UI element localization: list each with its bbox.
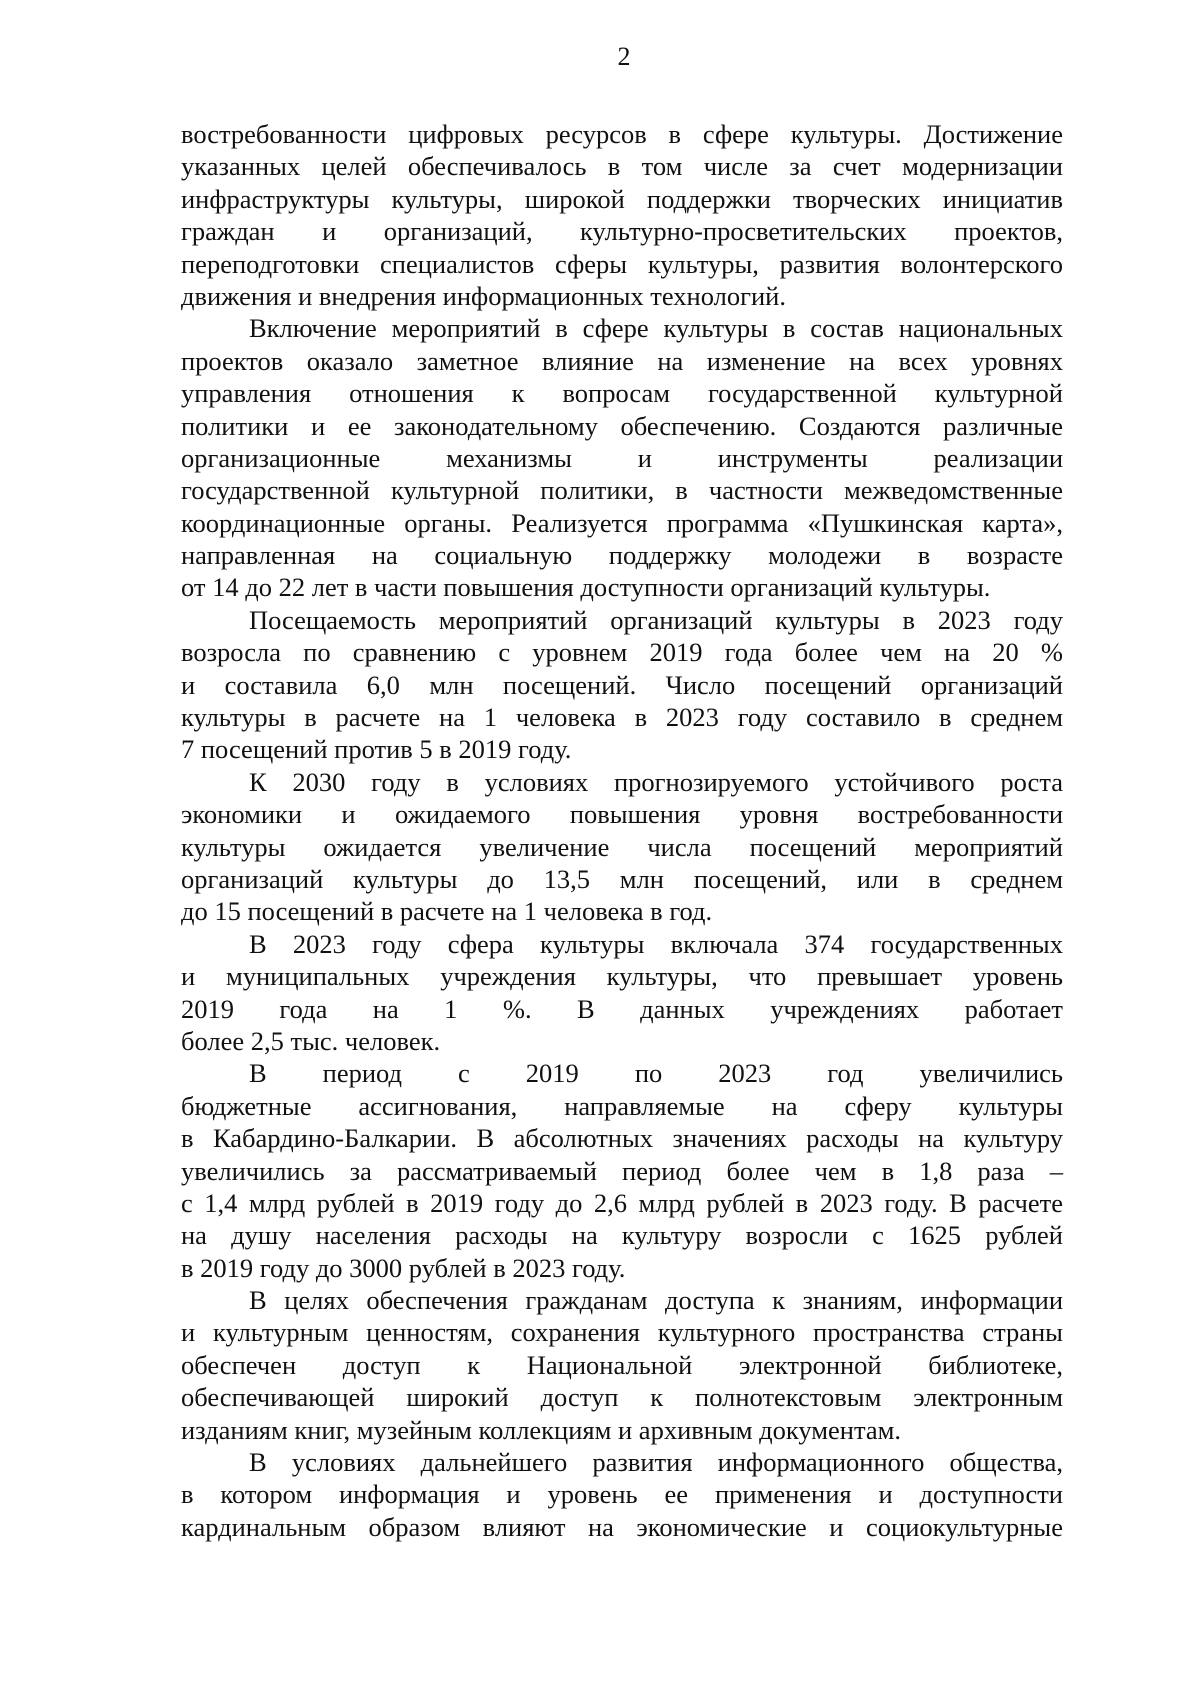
text-line: обеспечивающей широкий доступ к полнотекстовым электронным (181, 1382, 1063, 1413)
text-line: государственной культурной политики, в частности межведомственные (181, 475, 1063, 506)
text-line: с 1,4 млрд рублей в 2019 году до 2,6 млрд рублей в 2023 году. В расчете (181, 1187, 1063, 1218)
text-line: 7 посещений против 5 в 2019 году. (181, 734, 572, 765)
text-line: кардинальным образом влияют на экономические и социокультурные (181, 1511, 1063, 1542)
text-line: обеспечен доступ к Национальной электронной библиотеке, (181, 1349, 1063, 1380)
text-line: на душу населения расходы на культуру возросли с 1625 рублей (181, 1220, 1063, 1251)
text-line: координационные органы. Реализуется программа «Пушкинская карта», (181, 507, 1063, 538)
text-line: культуры в расчете на 1 человека в 2023 году составило в среднем (181, 702, 1063, 733)
text-line: в котором информация и уровень ее применения и доступности (181, 1479, 1063, 1510)
text-line: и муниципальных учреждения культуры, что превышает уровень (181, 961, 1063, 992)
paragraph (181, 928, 1063, 1058)
text-line: указанных целей обеспечивалось в том числе за счет модернизации (181, 151, 1063, 182)
text-line: увеличились за рассматриваемый период более чем в 1,8 раза – (181, 1155, 1063, 1186)
paragraph (181, 1446, 1063, 1543)
text-line: движения и внедрения информационных технологий. (181, 280, 786, 311)
text-line: и культурным ценностям, сохранения культурного пространства страны (181, 1317, 1063, 1348)
text-line: В условиях дальнейшего развития информационного общества, (249, 1447, 1063, 1478)
text-line: бюджетные ассигнования, направляемые на сферу культуры (181, 1090, 1063, 1121)
text-line: В целях обеспечения гражданам доступа к знаниям, информации (249, 1285, 1063, 1316)
text-line: К 2030 году в условиях прогнозируемого устойчивого роста (249, 766, 1063, 797)
text-line: возросла по сравнению с уровнем 2019 года более чем на 20 % (181, 637, 1063, 668)
text-line: проектов оказало заметное влияние на изменение на всех уровнях (181, 345, 1063, 376)
text-line: экономики и ожидаемого повышения уровня востребованности (181, 799, 1063, 830)
text-line: переподготовки специалистов сферы культуры, развития волонтерского (181, 248, 1063, 279)
text-line: в Кабардино-Балкарии. В абсолютных значениях расходы на культуру (181, 1123, 1063, 1154)
text-line: политики и ее законодательному обеспечению. Создаются различные (181, 410, 1063, 441)
text-line: В 2023 году сфера культуры включала 374 государственных (249, 928, 1063, 959)
text-line: направленная на социальную поддержку молодежи в возрасте (181, 540, 1063, 571)
text-line: в 2019 году до 3000 рублей в 2023 году. (181, 1252, 626, 1283)
text-line: В период с 2019 по 2023 год увеличились (249, 1058, 1063, 1089)
text-line: инфраструктуры культуры, широкой поддержки творческих инициатив (181, 183, 1063, 214)
text-line: организационные механизмы и инструменты реализации (181, 442, 1063, 473)
paragraph (181, 1284, 1063, 1446)
text-line: культуры ожидается увеличение числа посещений мероприятий (181, 831, 1063, 862)
text-line: более 2,5 тыс. человек. (181, 1025, 441, 1056)
text-line: от 14 до 22 лет в части повышения доступности организаций культуры. (181, 572, 991, 603)
paragraph (181, 766, 1063, 928)
text-line: Включение мероприятий в сфере культуры в состав национальных (249, 313, 1063, 344)
paragraph (181, 312, 1063, 604)
text-line: востребованности цифровых ресурсов в сфере культуры. Достижение (181, 119, 1063, 149)
page-number: 2 (617, 42, 631, 71)
paragraph (181, 118, 1063, 312)
text-line: и составила 6,0 млн посещений. Число посещений организаций (181, 669, 1063, 700)
text-line: до 15 посещений в расчете на 1 человека в год. (181, 896, 713, 927)
text-line: граждан и организаций, культурно-просветительских проектов, (181, 216, 1063, 247)
text-line: изданиям книг, музейным коллекциям и архивным документам. (181, 1414, 902, 1445)
text-line: управления отношения к вопросам государственной культурной (181, 378, 1063, 409)
paragraph (181, 604, 1063, 766)
text-line: 2019 года на 1 %. В данных учреждениях работает (181, 993, 1063, 1024)
paragraph (181, 1057, 1063, 1284)
text-line: Посещаемость мероприятий организаций культуры в 2023 году (249, 604, 1063, 635)
text-line: организаций культуры до 13,5 млн посещений, или в среднем (181, 863, 1063, 894)
document-body (181, 118, 1063, 1543)
